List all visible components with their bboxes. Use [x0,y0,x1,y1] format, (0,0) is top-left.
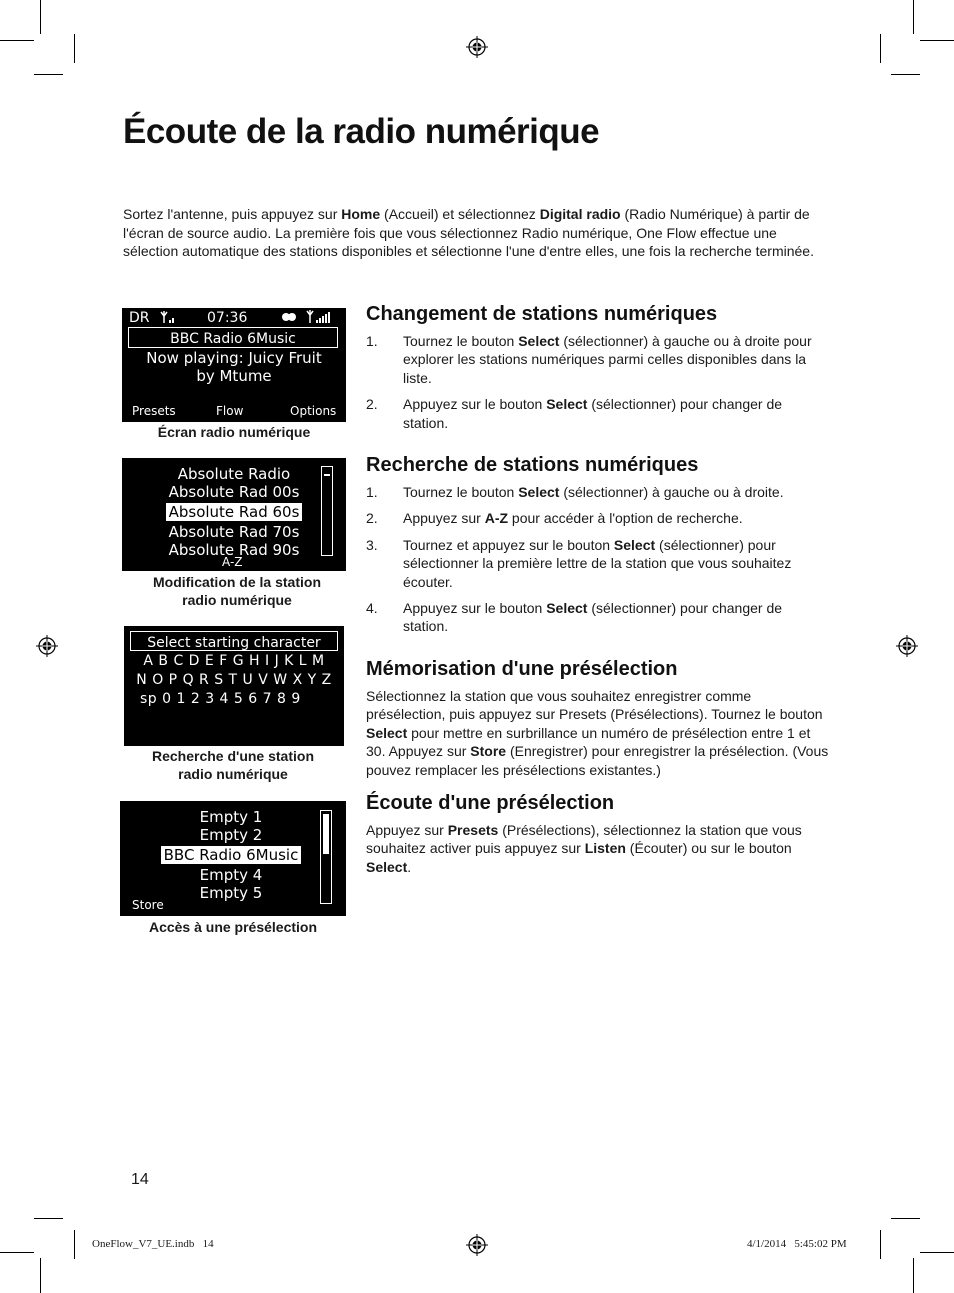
station-list-item[interactable]: Absolute Rad 00s [168,483,300,501]
station-list-caption: Modification de la station radio numérique [152,574,321,608]
changement-steps [366,332,828,440]
registration-mark-icon [896,635,918,657]
preset-list [120,808,342,902]
search-header-box [130,631,338,651]
softkey-a-z[interactable]: A-Z [222,555,243,569]
step-item: 2. Appuyez sur A-Z pour accéder à l'option de recherche. [366,510,743,527]
section-heading-ecoute: Écoute d'une présélection [366,792,615,814]
preset-list-item[interactable]: Empty 2 [199,826,263,844]
step-item: 3. Tournez et appuyez sur le bouton Select (sélectionner) pour sélectionner la première lettre de la station que vous souhaitez écouter. [366,536,792,590]
character-search-caption: Recherche d'une station radio numérique [151,748,315,782]
now-playing-line: by Mtume [196,367,272,385]
crop-mark [891,1218,920,1219]
scrollbar-thumb[interactable] [324,474,330,476]
softkey-store[interactable]: Store [132,898,164,912]
registration-mark-icon [36,635,58,657]
station-list-item[interactable]: Absolute Radio [177,465,291,483]
station-list-item-selected[interactable]: Absolute Rad 60s [122,503,346,521]
section-heading-memorisation: Mémorisation d'une présélection [366,658,678,680]
scrollbar[interactable] [320,810,332,904]
intro-paragraph: Sortez l'antenne, puis appuyez sur Home (Accueil) et sélectionnez Digital radio (Radio Numérique) à partir de l'écran de source audio. La première fois que vous sélectionnez Radio numérique, One Flow effectue une sélection automatique des stations disponibles et sélectionne l'une d'entre elles, une fois la recherche terminée. [123,206,814,260]
crop-mark [34,74,63,75]
step-item: 1. Tournez le bouton Select (sélectionner) à gauche ou à droite. [366,484,784,500]
preset-list-item-selected[interactable]: BBC Radio 6Music [120,846,342,864]
crop-mark [74,1230,75,1259]
crop-mark [880,1230,881,1259]
crop-mark [34,1218,63,1219]
clock-time: 07:36 [207,310,248,326]
scrollbar[interactable] [321,466,333,556]
step-item: 1. Tournez le bouton Select (sélectionner) à gauche ou à droite pour explorer les stations numériques parmi celles disponibles dans la liste. [366,333,812,386]
station-list-item[interactable]: Absolute Rad 70s [168,523,300,541]
crop-mark [913,0,914,34]
character-row[interactable]: sp 0 1 2 3 4 5 6 7 8 9 [140,691,301,707]
station-name: BBC Radio 6Music [170,331,296,347]
station-list [122,465,346,559]
section-heading-recherche: Recherche de stations numériques [366,454,699,476]
softkey-options[interactable]: Options [290,404,337,418]
crop-mark [880,34,881,63]
softkey-flow[interactable]: Flow [216,404,244,418]
signal-strength-icon [306,309,336,324]
crop-mark [891,74,920,75]
preset-list-item[interactable]: Empty 4 [199,866,263,884]
presets-caption: Accès à une présélection [148,919,318,935]
memorisation-paragraph: Sélectionnez la station que vous souhaitez enregistrer comme présélection, puis appuyez sur Presets (Présélections). Tournez le bouton Select pour mettre en surbrillance un numéro de présélection entre 1 et 30. Appuyez sur Store (Enregistrer) pour enregistrer la présélection. (Vous pouvez remplacer les présélections existantes.) [366,688,829,778]
crop-mark [920,1252,954,1253]
crop-mark [0,1252,34,1253]
stereo-icon [281,312,297,322]
preset-list-item[interactable]: Empty 5 [199,884,263,902]
now-playing-text [122,349,346,385]
station-list-item[interactable]: Absolute Rad 90s [168,541,300,559]
page-number: 14 [131,1171,149,1188]
registration-mark-icon [466,1234,488,1256]
radio-screen [122,308,346,422]
crop-mark [40,0,41,34]
recherche-steps [366,483,828,644]
step-item: 4. Appuyez sur le bouton Select (sélectionner) pour changer de station. [366,600,783,635]
step-item: 2. Appuyez sur le bouton Select (sélectionner) pour changer de station. [366,396,783,431]
slug-date: 4/1/2014 5:45:02 PM [747,1238,847,1250]
character-search-screen [124,626,344,746]
preset-list-item[interactable]: Empty 1 [199,808,263,826]
search-header: Select starting character [147,635,321,651]
station-list-screen [122,458,346,571]
crop-mark [920,40,954,41]
softkey-presets[interactable]: Presets [132,404,176,418]
radio-screen-caption: Écran radio numérique [157,424,311,440]
section-heading-changement: Changement de stations numériques [366,303,718,325]
mode-label: DR [129,310,150,326]
character-row[interactable]: A B C D E F G H I J K L M [143,653,325,669]
ecoute-paragraph: Appuyez sur Presets (Présélections), sélectionnez la station que vous souhaitez activer puis appuyez sur Listen (Écouter) ou sur le bouton Select. [366,822,802,875]
crop-mark [0,40,34,41]
registration-mark-icon [466,36,488,58]
slug-filename: OneFlow_V7_UE.indb 14 [92,1238,214,1250]
crop-mark [74,34,75,63]
now-playing-line: Now playing: Juicy Fruit [146,349,322,367]
page-title: Écoute de la radio numérique [123,112,600,151]
station-name-box [128,327,338,348]
crop-mark [913,1258,914,1293]
antenna-icon [160,310,178,324]
character-row[interactable]: N O P Q R S T U V W X Y Z [136,672,332,688]
crop-mark [40,1258,41,1293]
scrollbar-thumb[interactable] [323,814,329,854]
presets-screen [120,801,346,916]
